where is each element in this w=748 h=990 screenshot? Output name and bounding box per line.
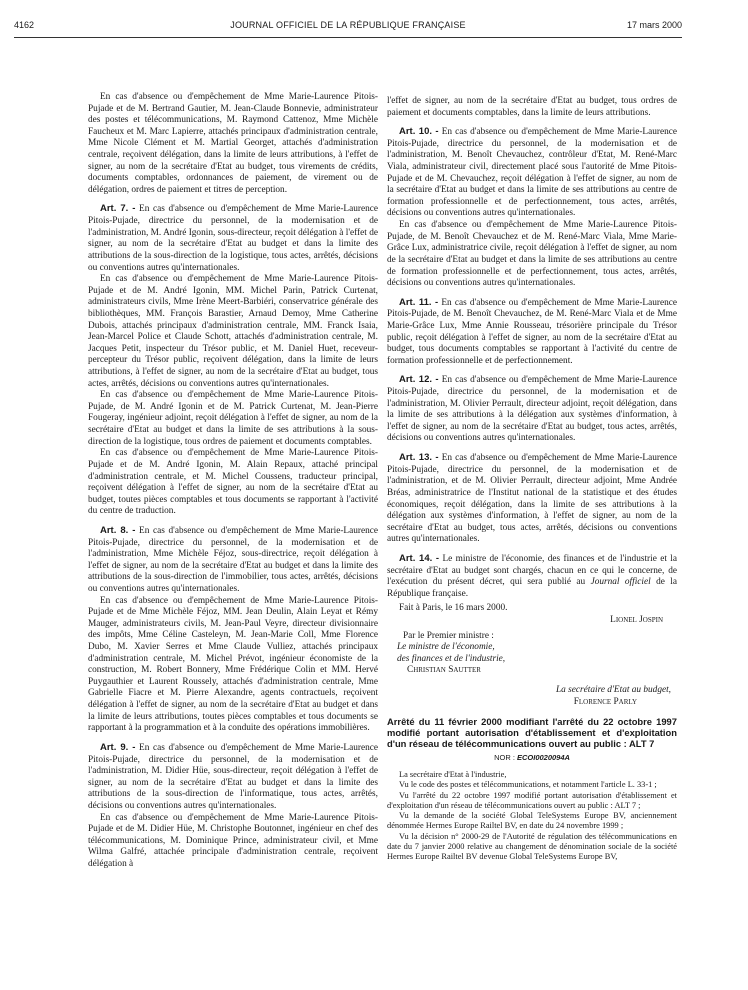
article-label: Art. 9. - xyxy=(100,741,136,753)
article-11 xyxy=(387,297,677,368)
nor-reference xyxy=(387,753,677,762)
paragraph: En cas d'absence ou d'empêchement de Mme Marie-Laurence Pitois-Pujade et de M. Bertrand Gautier, M. Jean-Claude Bonnevie, administrateur des postes et télécommunications, M. Raymond Cattenoz, Mme Michèle Faucheux et M. Marc Lapierre, attachés principaux d'administration centrale, Mme Nicole Clément et M. Martial Georget, attachés d'administration centrale, reçoivent délégation, dans la limite de leurs attributions, à l'effet de signer, au nom de la secrétaire d'Etat au budget, tous virements de crédits, documents comptables, ordonnances de paiement, de virement ou de délégation, ordres de paiement et titres de perception. xyxy=(88,92,378,195)
article-text: En cas d'absence ou d'empêchement de Mme Marie-Laurence Pitois-Pujade, directrice du personnel, de la modernisation et de l'administration, M. Olivier Perrault, directeur adjoint, reçoit délégation, dans la limite de ses attributions à la délégation aux systèmes d'information, à l'effet de signer, au nom de la secrétaire d'Etat au budget, tous actes, arrêtés, décisions ou conventions autres qu'internationales. xyxy=(387,375,677,444)
minister-title: Le ministre de l'économie, xyxy=(397,642,495,653)
journal-title: JOURNAL OFFICIEL DE LA RÉPUBLIQUE FRANÇAISE xyxy=(230,20,466,30)
minister-name: Christian Sautter xyxy=(407,665,481,676)
minister-title: des finances et de l'industrie, xyxy=(397,653,506,664)
paragraph: Vu le code des postes et télécommunications, et notamment l'article L. 33-1 ; xyxy=(399,780,657,790)
article-10 xyxy=(387,126,677,220)
page-number: 4162 xyxy=(14,20,35,30)
visas xyxy=(387,770,677,862)
header-rule xyxy=(14,37,682,38)
article-text: En cas d'absence ou d'empêchement de Mme Marie-Laurence Pitois-Pujade, directrice du personnel, de la modernisation et de l'administration, M. Didier Hüe, sous-directeur, reçoit délégation à l'effet de signer, au nom de la secrétaire d'Etat au budget et dans la limite des attributions de la sous-direction de l'informatique, tous actes, arrêtés, décisions ou conventions autres qu'internationales. xyxy=(88,742,378,811)
left-column xyxy=(88,92,378,871)
article-14 xyxy=(387,553,677,600)
article-13 xyxy=(387,452,677,546)
nor-code: ECOI0020094A xyxy=(516,752,570,762)
nor-label: NOR : xyxy=(494,752,517,762)
issue-date: 17 mars 2000 xyxy=(626,20,682,30)
signing-place-date: Fait à Paris, le 16 mars 2000. xyxy=(399,603,508,614)
journal-name: Journal officiel xyxy=(590,577,651,588)
article-9 xyxy=(88,742,378,813)
paragraph: En cas d'absence ou d'empêchement de Mme Marie-Laurence Pitois-Pujade, de M. Benoît Chevauchez et de M. René-Marc Viala, Mme Marie-Grâce Lux, administratrice civile, reçoit délégation à l'effet de signer, au nom de la secrétaire d'Etat au budget et dans la limite de ses attributions au centre de formation professionnelle et de perfectionnement, tous actes, arrêtés, décisions ou conventions autres qu'internationales. xyxy=(387,220,677,289)
paragraph: l'effet de signer, au nom de la secrétaire d'Etat au budget, tous ordres de paiement et documents comptables, dans la limite de leurs attributions. xyxy=(387,96,677,118)
article-label: Art. 11. - xyxy=(399,296,439,308)
article-label: Art. 8. - xyxy=(100,524,136,536)
article-text: Le ministre de l'économie, des finances et de l'industrie et la secrétaire d'Etat au budget sont chargés, chacun en ce qui le concerne, de l'exécution du présent décret, qui sera publié au xyxy=(387,553,678,588)
article-text: En cas d'absence ou d'empêchement de Mme Marie-Laurence Pitois-Pujade, directrice du personnel, de la modernisation et de l'administration, M. André Igonin, sous-directeur, reçoit délégation à l'effet de signer, au nom de la secrétaire d'Etat au budget et dans la limite des attributions de la sous-direction de la logistique, tous actes, arrêtés, décisions ou conventions autres qu'internationales. xyxy=(88,204,378,273)
paragraph: En cas d'absence ou d'empêchement de Mme Marie-Laurence Pitois-Pujade et de M. Didier Hüe, M. Christophe Boutonnet, ingénieur en chef des télécommunications, M. Dominique Prince, administrateur civil, et Mme Wilma Galfré, attachée principale d'administration centrale, reçoivent délégation à xyxy=(88,812,378,869)
article-7 xyxy=(88,203,378,274)
article-text: En cas d'absence ou d'empêchement de Mme Marie-Laurence Pitois-Pujade, directrice du personnel, de la modernisation et de l'administration, et de M. Olivier Perrault, directeur adjoint, Mme Andrée Bréas, administratrice de l'Institut national de la statistique et des études économiques, reçoit délégation, dans la limite de ses attributions à la délégation aux systèmes d'information, à l'effet de signer, au nom de la secrétaire d'Etat au budget, tous actes, arrêtés, décisions ou conventions autres qu'internationales. xyxy=(387,453,677,545)
article-text: En cas d'absence ou d'empêchement de Mme Marie-Laurence Pitois-Pujade, directrice du personnel, de la modernisation et de l'administration, M. Benoît Chevauchez, contrôleur d'Etat, M. René-Marc Viala, administrateur civil, directement placé sous l'autorité de Mme Pitois-Pujade et de M. Chevauchez, reçoit délégation à l'effet de signer, au nom de la secrétaire d'Etat au budget et dans la limite de ses attributions au centre de formation professionnelle et de perfectionnement, tous actes, arrêtés, décisions ou conventions autres qu'internationales. xyxy=(387,127,677,219)
article-text: En cas d'absence ou d'empêchement de Mme Marie-Laurence Pitois-Pujade, directrice du personnel, de la modernisation et de l'administration, Mme Michèle Féjoz, sous-directrice, reçoit délégation à l'effet de signer, au nom de la secrétaire d'Etat au budget et dans la limite des attributions de la sous-direction de l'immobilier, tous actes, arrêtés, décisions ou conventions autres qu'internationales. xyxy=(88,525,378,594)
paragraph: Vu la demande de la société Global TeleSystems Europe BV, anciennement dénommée Hermes Europe Railtel BV, en date du 24 novembre 1999 ; xyxy=(387,811,677,831)
article-label: Art. 14. - xyxy=(399,552,440,564)
article-label: Art. 7. - xyxy=(100,203,136,215)
paragraph: Vu l'arrêté du 22 octobre 1997 modifié portant autorisation d'établissement et d'exploitation d'un réseau de télécommunications ouvert au public : ALT 7 ; xyxy=(387,790,677,810)
article-text: En cas d'absence ou d'empêchement de Mme Marie-Laurence Pitois-Pujade, de M. Benoît Chevauchez, de M. René-Marc Viala et de Mme Marie-Grâce Lux, Mme Annie Rousseau, trésorière principale du Trésor public, reçoit délégation à l'effet de signer, au nom de la secrétaire d'Etat au budget, tous documents comptables se rapportant à l'activité du centre de formation professionnelle et de perfectionnement. xyxy=(387,297,677,366)
article-label: Art. 12. - xyxy=(399,374,439,386)
secretary-title: La secrétaire d'Etat au budget, xyxy=(556,685,671,696)
arrete-title: Arrêté du 11 février 2000 modifiant l'arrêté du 22 octobre 1997 modifié portant autorisation d'établissement et d'exploitation d'un réseau de télécommunications ouvert au public : ALT 7 xyxy=(387,716,677,749)
paragraph: En cas d'absence ou d'empêchement de Mme Marie-Laurence Pitois-Pujade et de Mme Michèle Féjoz, MM. Jean Deulin, Alain Leyat et Rémy Mauger, administrateurs civils, M. Jean-Paul Veyre, directeur divisionnaire des impôts, Mme Céline Casteleyn, M. Jean-Marie Coll, Mme Florence Dubo, M. Xavier Serres et Mme Claude Vulliez, attachés principaux d'administration centrale, M. Michel Prévot, ingénieur économiste de la construction, M. Robert Bonnery, Mme Frédérique Colin et MM. Hervé Puygauthier et Laurent Roussely, attachés d'administration centrale, Mme Gabrielle Fiacre et M. Pierre Alexandre, agents contractuels, reçoivent délégation à l'effet de signer, au nom de la secrétaire d'Etat au budget et dans la limite de leurs attributions, toutes pièces comptables et tous documents se rapportant à la programmation et à la conduite des opérations immobilières. xyxy=(88,595,378,734)
right-column xyxy=(387,96,677,862)
by-prime-minister: Par le Premier ministre : xyxy=(403,630,494,641)
article-8 xyxy=(88,525,378,596)
secretary-name: Florence Parly xyxy=(573,696,637,707)
signatory-prime-minister: Lionel Jospin xyxy=(610,614,663,625)
paragraph: Vu la décision n° 2000-29 de l'Autorité de régulation des télécommunications en date du 7 janvier 2000 relative au changement de dénomination sociale de la société Hermes Europe Railtel BV devenue Global TeleSystems Europe BV, xyxy=(387,831,677,862)
article-label: Art. 10. - xyxy=(399,126,439,138)
paragraph: En cas d'absence ou d'empêchement de Mme Marie-Laurence Pitois-Pujade, de M. André Igonin et de M. Patrick Curtenat, M. Jean-Pierre Fougeray, ingénieur adjoint, reçoit délégation à l'effet de signer, au nom de la secrétaire d'Etat au budget et dans la limite de ses attributions à la sous-direction de la logistique, tous ordres de paiement et documents comptables. xyxy=(88,390,378,447)
article-text-end: de la République française. xyxy=(387,577,678,599)
paragraph: En cas d'absence ou d'empêchement de Mme Marie-Laurence Pitois-Pujade et de M. André Igonin, MM. Michel Parin, Patrick Curtenat, administrateurs civils, Mme Irène Meert-Barbiéri, conservatrice générale des bibliothèques, MM. François Barastier, Arnaud Demoy, Mme Catherine Dubois, attachés principaux d'administration centrale, MM. Franck Isaia, Jean-Marcel Police et Claude Schott, attachés d'administration centrale, M. Jacques Petit, inspecteur du Trésor public, et M. Daniel Huet, receveur-percepteur du Trésor public, reçoivent délégation, dans la limite de leurs attributions, à l'effet de signer, au nom de la secrétaire d'Etat au budget, tous actes, arrêtés, décisions ou conventions autres qu'internationales. xyxy=(88,274,378,389)
article-label: Art. 13. - xyxy=(399,452,439,464)
paragraph: La secrétaire d'Etat à l'industrie, xyxy=(399,770,507,780)
page-header xyxy=(14,20,682,34)
paragraph: En cas d'absence ou d'empêchement de Mme Marie-Laurence Pitois-Pujade et de M. André Igonin, M. Alain Repaux, attaché principal d'administration centrale, et M. Michel Coussens, traducteur principal, reçoivent délégation à l'effet de signer, au nom de la secrétaire d'Etat au budget, toutes pièces comptables et tous documents se rapportant à l'activité du centre de traduction. xyxy=(88,448,378,517)
article-12 xyxy=(387,374,677,445)
